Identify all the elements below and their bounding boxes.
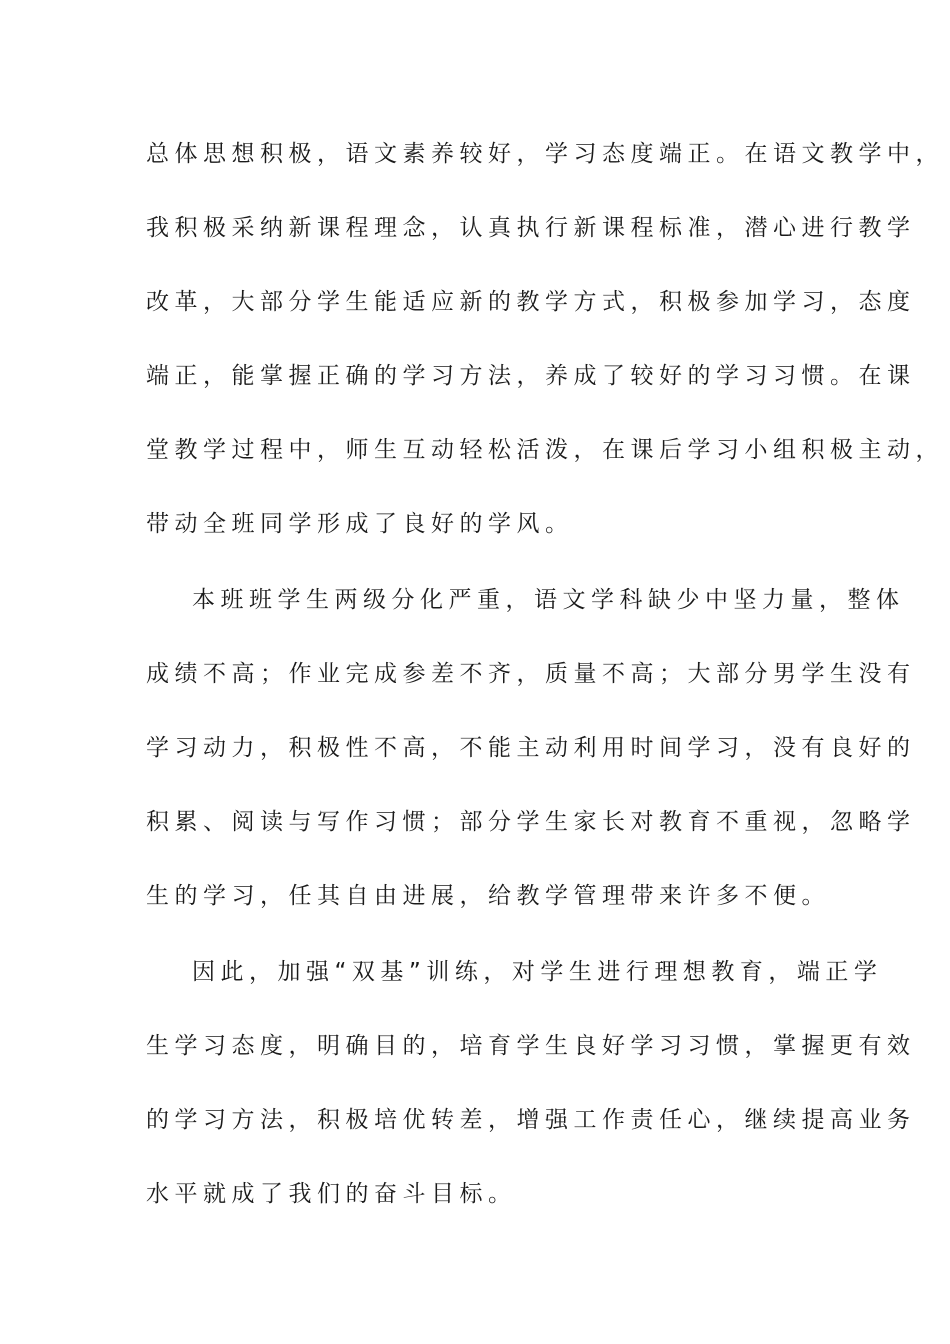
text-line: 本班班学生两级分化严重，语文学科缺少中坚力量，整体 <box>192 587 905 613</box>
text-line: 学习动力，积极性不高，不能主动利用时间学习，没有良好的 <box>146 735 916 761</box>
text-line: 带动全班同学形成了良好的学风。 <box>146 511 574 537</box>
text-line: 总体思想积极，语文素养较好，学习态度端正。在语文教学中， <box>146 141 944 167</box>
text-line: 端正，能掌握正确的学习方法，养成了较好的学习习惯。在课 <box>146 363 916 389</box>
text-line: 因此，加强“双基”训练，对学生进行理想教育，端正学 <box>192 959 883 985</box>
text-line: 改革，大部分学生能适应新的教学方式，积极参加学习，态度 <box>146 289 916 315</box>
text-line: 生的学习，任其自由进展，给教学管理带来许多不便。 <box>146 883 830 909</box>
text-line: 堂教学过程中，师生互动轻松活泼，在课后学习小组积极主动， <box>146 437 944 463</box>
text-line: 我积极采纳新课程理念，认真执行新课程标准，潜心进行教学 <box>146 215 916 241</box>
text-line: 成绩不高；作业完成参差不齐，质量不高；大部分男学生没有 <box>146 661 916 687</box>
text-line: 生学习态度，明确目的，培育学生良好学习习惯，掌握更有效 <box>146 1033 916 1059</box>
text-line: 的学习方法，积极培优转差，增强工作责任心，继续提高业务 <box>146 1107 916 1133</box>
text-line: 积累、阅读与写作习惯；部分学生家长对教育不重视，忽略学 <box>146 809 916 835</box>
text-line: 水平就成了我们的奋斗目标。 <box>146 1181 517 1207</box>
